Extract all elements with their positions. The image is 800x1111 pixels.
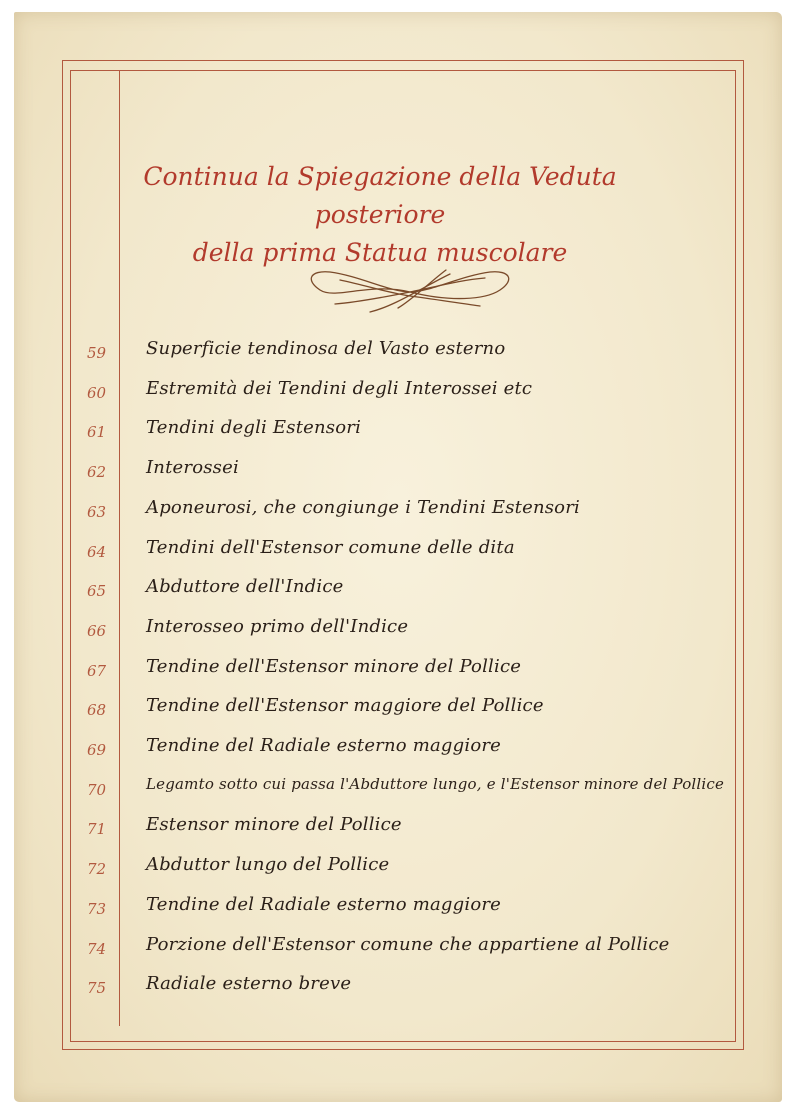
- title-line-1: Continua la Spiegazione della Veduta posteriore: [143, 162, 617, 229]
- entry-number: 69: [87, 741, 107, 759]
- list-item: [80, 497, 740, 527]
- entry-number: 67: [87, 661, 107, 680]
- list-item: [80, 457, 740, 487]
- list-item: [80, 854, 740, 884]
- entry-text: Estremità dei Tendini degli Interossei etc: [146, 377, 533, 399]
- list-item: [80, 934, 740, 964]
- entry-text: Abduttore dell'Indice: [146, 576, 344, 598]
- list-item: [80, 695, 740, 725]
- list-item: [80, 894, 740, 924]
- entry-text: Radiale esterno breve: [146, 973, 352, 995]
- list-item: [80, 735, 740, 765]
- entry-number: 61: [87, 423, 107, 442]
- entry-number: 65: [87, 582, 107, 601]
- entry-text: Tendine dell'Estensor maggiore del Pollice: [146, 695, 544, 717]
- list-item: [80, 417, 740, 447]
- list-item: [80, 775, 740, 805]
- entry-number: 74: [87, 939, 107, 958]
- entry-text: Superficie tendinosa del Vasto esterno: [146, 338, 506, 359]
- list-item: [80, 973, 740, 1003]
- entry-number: 71: [87, 820, 107, 839]
- entry-text: Abduttor lungo del Pollice: [146, 854, 390, 876]
- entry-number: 63: [87, 502, 107, 521]
- entry-text: Tendine del Radiale esterno maggiore: [146, 735, 502, 756]
- list-item: [80, 378, 740, 408]
- list-item: [80, 338, 740, 368]
- list-item: [80, 537, 740, 567]
- entry-number: 66: [87, 621, 107, 640]
- entry-number: 73: [87, 899, 107, 918]
- entry-number: 72: [87, 860, 107, 879]
- entry-number: 70: [87, 780, 107, 799]
- entry-text: Tendini dell'Estensor comune delle dita: [146, 536, 515, 558]
- list-item: [80, 814, 740, 844]
- entry-number: 62: [87, 463, 107, 482]
- entry-number: 64: [87, 542, 107, 561]
- entry-text: Legamto sotto cui passa l'Abduttore lungo, e l'Estensor minore del Pollice: [146, 774, 725, 793]
- entry-text: Tendine del Radiale esterno maggiore: [146, 893, 502, 915]
- list-item: [80, 576, 740, 606]
- list-item: [80, 616, 740, 646]
- entry-text: Estensor minore del Pollice: [146, 814, 402, 836]
- entry-number: 75: [87, 979, 107, 998]
- entry-text: Tendine dell'Estensor minore del Pollice: [146, 655, 522, 677]
- entry-text: Interosseo primo dell'Indice: [146, 615, 409, 637]
- entry-number: 68: [87, 701, 107, 720]
- entry-number: 60: [87, 383, 107, 402]
- flourish-ornament: [300, 262, 520, 322]
- page-title: [120, 158, 640, 272]
- entry-text: Porzione dell'Estensor comune che appartiene al Pollice: [146, 933, 670, 955]
- entry-number: 59: [87, 344, 107, 362]
- entry-text: Interossei: [146, 457, 239, 479]
- entry-text: Tendini degli Estensori: [146, 417, 362, 439]
- entry-text: Aponeurosi, che congiunge i Tendini Estensori: [146, 496, 580, 518]
- title-line-2: della prima Statua muscolare: [192, 238, 568, 267]
- list-item: [80, 656, 740, 686]
